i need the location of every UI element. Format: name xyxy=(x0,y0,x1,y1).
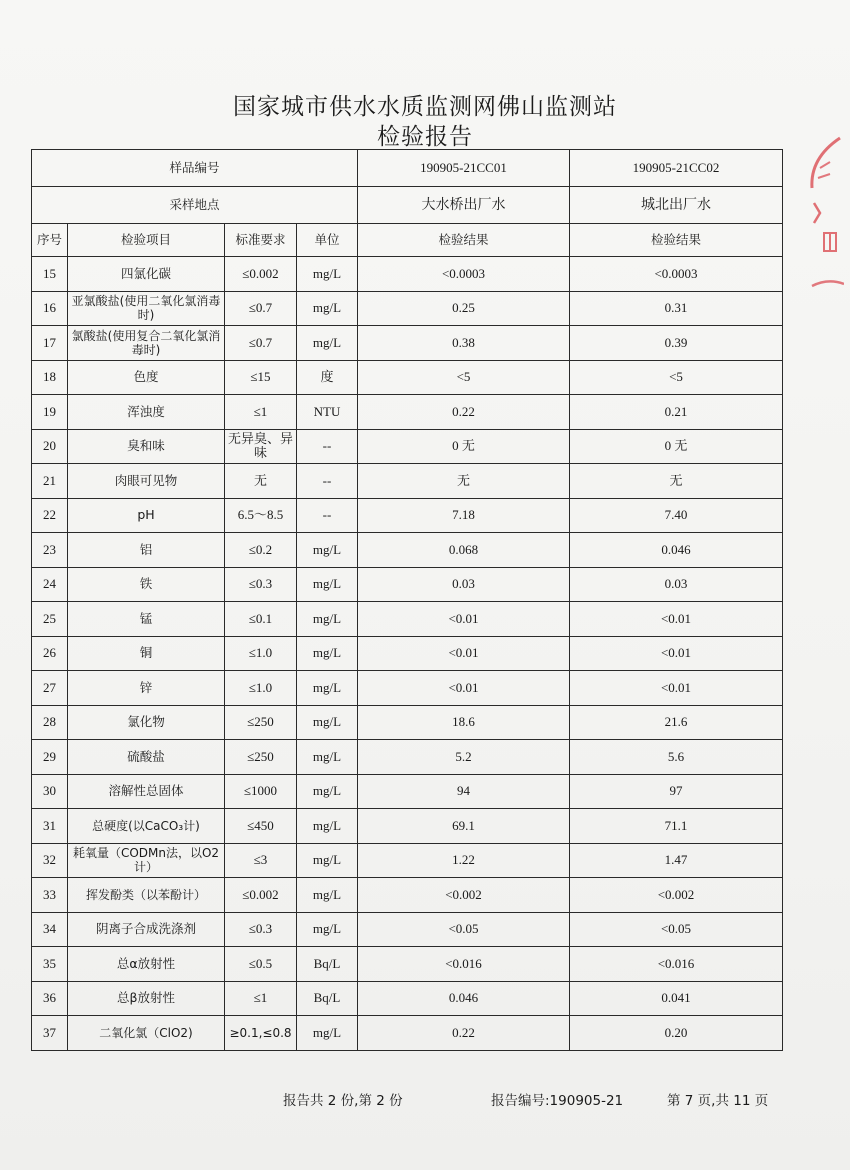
row-number: 26 xyxy=(32,636,68,671)
item-name: 色度 xyxy=(68,360,225,395)
standard-value: ≤0.3 xyxy=(225,567,297,602)
result-2-value: 0.21 xyxy=(570,395,783,430)
result-2-value: 无 xyxy=(570,464,783,499)
table-row xyxy=(32,843,783,878)
result-1-value: 0.068 xyxy=(358,533,570,568)
standard-value: ≤1000 xyxy=(225,774,297,809)
standard-value: ≤0.2 xyxy=(225,533,297,568)
unit-value: mg/L xyxy=(297,567,358,602)
row-number: 19 xyxy=(32,395,68,430)
item-name: 二氧化氯（ClO2) xyxy=(68,1016,225,1051)
item-name: 总硬度(以CaCO₃计) xyxy=(68,809,225,844)
unit-value: mg/L xyxy=(297,774,358,809)
standard-value: ≤1.0 xyxy=(225,636,297,671)
unit-value: -- xyxy=(297,464,358,499)
row-number: 15 xyxy=(32,257,68,292)
unit-value: mg/L xyxy=(297,326,358,361)
result-2-value: <5 xyxy=(570,360,783,395)
table-row xyxy=(32,981,783,1016)
result-1-value: 18.6 xyxy=(358,705,570,740)
standard-value: ≤0.3 xyxy=(225,912,297,947)
table-row xyxy=(32,360,783,395)
result-2-value: 71.1 xyxy=(570,809,783,844)
row-number: 27 xyxy=(32,671,68,706)
item-name: 臭和味 xyxy=(68,429,225,464)
item-name: 锰 xyxy=(68,602,225,637)
row-number: 30 xyxy=(32,774,68,809)
item-name: 阴离子合成洗涤剂 xyxy=(68,912,225,947)
table-row xyxy=(32,774,783,809)
result-1-value: 0.25 xyxy=(358,291,570,326)
unit-value: mg/L xyxy=(297,809,358,844)
result-2-value: 7.40 xyxy=(570,498,783,533)
result-1-value: <0.01 xyxy=(358,636,570,671)
result-1-value: 0.22 xyxy=(358,1016,570,1051)
row-number: 18 xyxy=(32,360,68,395)
item-name: 四氯化碳 xyxy=(68,257,225,292)
unit-value: -- xyxy=(297,429,358,464)
row-number: 31 xyxy=(32,809,68,844)
table-row xyxy=(32,636,783,671)
sample-number-label: 样品编号 xyxy=(32,150,358,187)
table-row xyxy=(32,878,783,913)
row-number: 21 xyxy=(32,464,68,499)
sampling-site-2: 城北出厂水 xyxy=(570,187,783,224)
sampling-site-1: 大水桥出厂水 xyxy=(358,187,570,224)
row-number: 16 xyxy=(32,291,68,326)
item-name: 氯酸盐(使用复合二氧化氯消毒时) xyxy=(68,326,225,361)
report-number: 报告编号:190905-21 xyxy=(491,1093,624,1109)
result-1-value: <0.016 xyxy=(358,947,570,982)
result-1-value: 69.1 xyxy=(358,809,570,844)
result-1-value: 0.046 xyxy=(358,981,570,1016)
unit-value: mg/L xyxy=(297,1016,358,1051)
unit-value: mg/L xyxy=(297,705,358,740)
results-table xyxy=(31,149,783,1051)
unit-value: 度 xyxy=(297,360,358,395)
result-1-value: 7.18 xyxy=(358,498,570,533)
result-1-value: <5 xyxy=(358,360,570,395)
item-name: 铝 xyxy=(68,533,225,568)
col-standard-header: 标准要求 xyxy=(225,224,297,257)
seal-stamp xyxy=(800,128,844,298)
sample-number-1: 190905-21CC01 xyxy=(358,150,570,187)
item-name: 锌 xyxy=(68,671,225,706)
standard-value: ≤15 xyxy=(225,360,297,395)
row-number: 23 xyxy=(32,533,68,568)
standard-value: 无 xyxy=(225,464,297,499)
row-number: 28 xyxy=(32,705,68,740)
unit-value: Bq/L xyxy=(297,981,358,1016)
table-row xyxy=(32,464,783,499)
row-number: 32 xyxy=(32,843,68,878)
result-1-value: 无 xyxy=(358,464,570,499)
table-row xyxy=(32,740,783,775)
result-1-value: <0.05 xyxy=(358,912,570,947)
result-2-value: 0.20 xyxy=(570,1016,783,1051)
row-number: 36 xyxy=(32,981,68,1016)
column-header-row xyxy=(32,224,783,257)
row-number: 25 xyxy=(32,602,68,637)
table-row xyxy=(32,291,783,326)
table-row xyxy=(32,498,783,533)
report-title: 国家城市供水水质监测网佛山监测站 xyxy=(233,94,617,120)
col-item-header: 检验项目 xyxy=(68,224,225,257)
result-2-value: 0.31 xyxy=(570,291,783,326)
result-2-value: <0.01 xyxy=(570,602,783,637)
result-1-value: <0.0003 xyxy=(358,257,570,292)
standard-value: ≤3 xyxy=(225,843,297,878)
unit-value: NTU xyxy=(297,395,358,430)
table-row xyxy=(32,671,783,706)
unit-value: -- xyxy=(297,498,358,533)
result-1-value: 94 xyxy=(358,774,570,809)
result-1-value: 1.22 xyxy=(358,843,570,878)
result-1-value: 0.03 xyxy=(358,567,570,602)
table-row xyxy=(32,257,783,292)
standard-value: ≤250 xyxy=(225,740,297,775)
result-2-value: 0.046 xyxy=(570,533,783,568)
result-1-value: 0 无 xyxy=(358,429,570,464)
unit-value: mg/L xyxy=(297,257,358,292)
row-number: 24 xyxy=(32,567,68,602)
result-1-value: <0.01 xyxy=(358,671,570,706)
sampling-site-row xyxy=(32,187,783,224)
report-subtitle: 检验报告 xyxy=(377,124,473,150)
item-name: 铁 xyxy=(68,567,225,602)
row-number: 33 xyxy=(32,878,68,913)
table-row xyxy=(32,809,783,844)
sample-number-row xyxy=(32,150,783,187)
item-name: 总β放射性 xyxy=(68,981,225,1016)
unit-value: mg/L xyxy=(297,636,358,671)
result-1-value: <0.002 xyxy=(358,878,570,913)
result-2-value: <0.01 xyxy=(570,636,783,671)
row-number: 34 xyxy=(32,912,68,947)
result-2-value: 21.6 xyxy=(570,705,783,740)
result-2-value: 0 无 xyxy=(570,429,783,464)
item-name: 亚氯酸盐(使用二氧化氯消毒时) xyxy=(68,291,225,326)
standard-value: ≤450 xyxy=(225,809,297,844)
standard-value: ≥0.1,≤0.8 xyxy=(225,1016,297,1051)
result-2-value: 5.6 xyxy=(570,740,783,775)
unit-value: mg/L xyxy=(297,912,358,947)
result-2-value: <0.05 xyxy=(570,912,783,947)
standard-value: 6.5～8.5 xyxy=(225,498,297,533)
result-2-value: 97 xyxy=(570,774,783,809)
col-no-header: 序号 xyxy=(32,224,68,257)
col-unit-header: 单位 xyxy=(297,224,358,257)
table-row xyxy=(32,326,783,361)
item-name: 浑浊度 xyxy=(68,395,225,430)
copies-note: 报告共 2 份,第 2 份 xyxy=(283,1093,403,1109)
table-row xyxy=(32,533,783,568)
table-row xyxy=(32,602,783,637)
result-2-value: <0.0003 xyxy=(570,257,783,292)
item-name: 肉眼可见物 xyxy=(68,464,225,499)
standard-value: ≤1.0 xyxy=(225,671,297,706)
standard-value: ≤0.7 xyxy=(225,291,297,326)
standard-value: 无异臭、异味 xyxy=(225,429,297,464)
item-name: 溶解性总固体 xyxy=(68,774,225,809)
result-2-value: 1.47 xyxy=(570,843,783,878)
item-name: 耗氧量（CODMn法，以O2计） xyxy=(68,843,225,878)
row-number: 35 xyxy=(32,947,68,982)
col-result-1-header: 检验结果 xyxy=(358,224,570,257)
unit-value: mg/L xyxy=(297,291,358,326)
table-row xyxy=(32,395,783,430)
row-number: 17 xyxy=(32,326,68,361)
item-name: 铜 xyxy=(68,636,225,671)
item-name: 总α放射性 xyxy=(68,947,225,982)
standard-value: ≤250 xyxy=(225,705,297,740)
standard-value: ≤0.5 xyxy=(225,947,297,982)
table-row xyxy=(32,705,783,740)
result-2-value: <0.01 xyxy=(570,671,783,706)
unit-value: Bq/L xyxy=(297,947,358,982)
sample-number-2: 190905-21CC02 xyxy=(570,150,783,187)
result-2-value: <0.002 xyxy=(570,878,783,913)
result-2-value: 0.03 xyxy=(570,567,783,602)
unit-value: mg/L xyxy=(297,602,358,637)
col-result-2-header: 检验结果 xyxy=(570,224,783,257)
sampling-site-label: 采样地点 xyxy=(32,187,358,224)
result-1-value: <0.01 xyxy=(358,602,570,637)
item-name: 硫酸盐 xyxy=(68,740,225,775)
row-number: 20 xyxy=(32,429,68,464)
result-2-value: 0.39 xyxy=(570,326,783,361)
result-2-value: <0.016 xyxy=(570,947,783,982)
row-number: 29 xyxy=(32,740,68,775)
item-name: pH xyxy=(68,498,225,533)
unit-value: mg/L xyxy=(297,671,358,706)
result-1-value: 0.38 xyxy=(358,326,570,361)
unit-value: mg/L xyxy=(297,843,358,878)
standard-value: ≤1 xyxy=(225,395,297,430)
standard-value: ≤1 xyxy=(225,981,297,1016)
result-1-value: 5.2 xyxy=(358,740,570,775)
page-number: 第 7 页,共 11 页 xyxy=(667,1093,769,1109)
unit-value: mg/L xyxy=(297,878,358,913)
row-number: 37 xyxy=(32,1016,68,1051)
result-2-value: 0.041 xyxy=(570,981,783,1016)
unit-value: mg/L xyxy=(297,533,358,568)
results-body xyxy=(32,257,783,1051)
table-row xyxy=(32,947,783,982)
item-name: 氯化物 xyxy=(68,705,225,740)
result-1-value: 0.22 xyxy=(358,395,570,430)
standard-value: ≤0.002 xyxy=(225,257,297,292)
standard-value: ≤0.1 xyxy=(225,602,297,637)
item-name: 挥发酚类（以苯酚计） xyxy=(68,878,225,913)
table-row xyxy=(32,567,783,602)
standard-value: ≤0.7 xyxy=(225,326,297,361)
table-row xyxy=(32,1016,783,1051)
standard-value: ≤0.002 xyxy=(225,878,297,913)
table-row xyxy=(32,912,783,947)
table-row xyxy=(32,429,783,464)
unit-value: mg/L xyxy=(297,740,358,775)
row-number: 22 xyxy=(32,498,68,533)
